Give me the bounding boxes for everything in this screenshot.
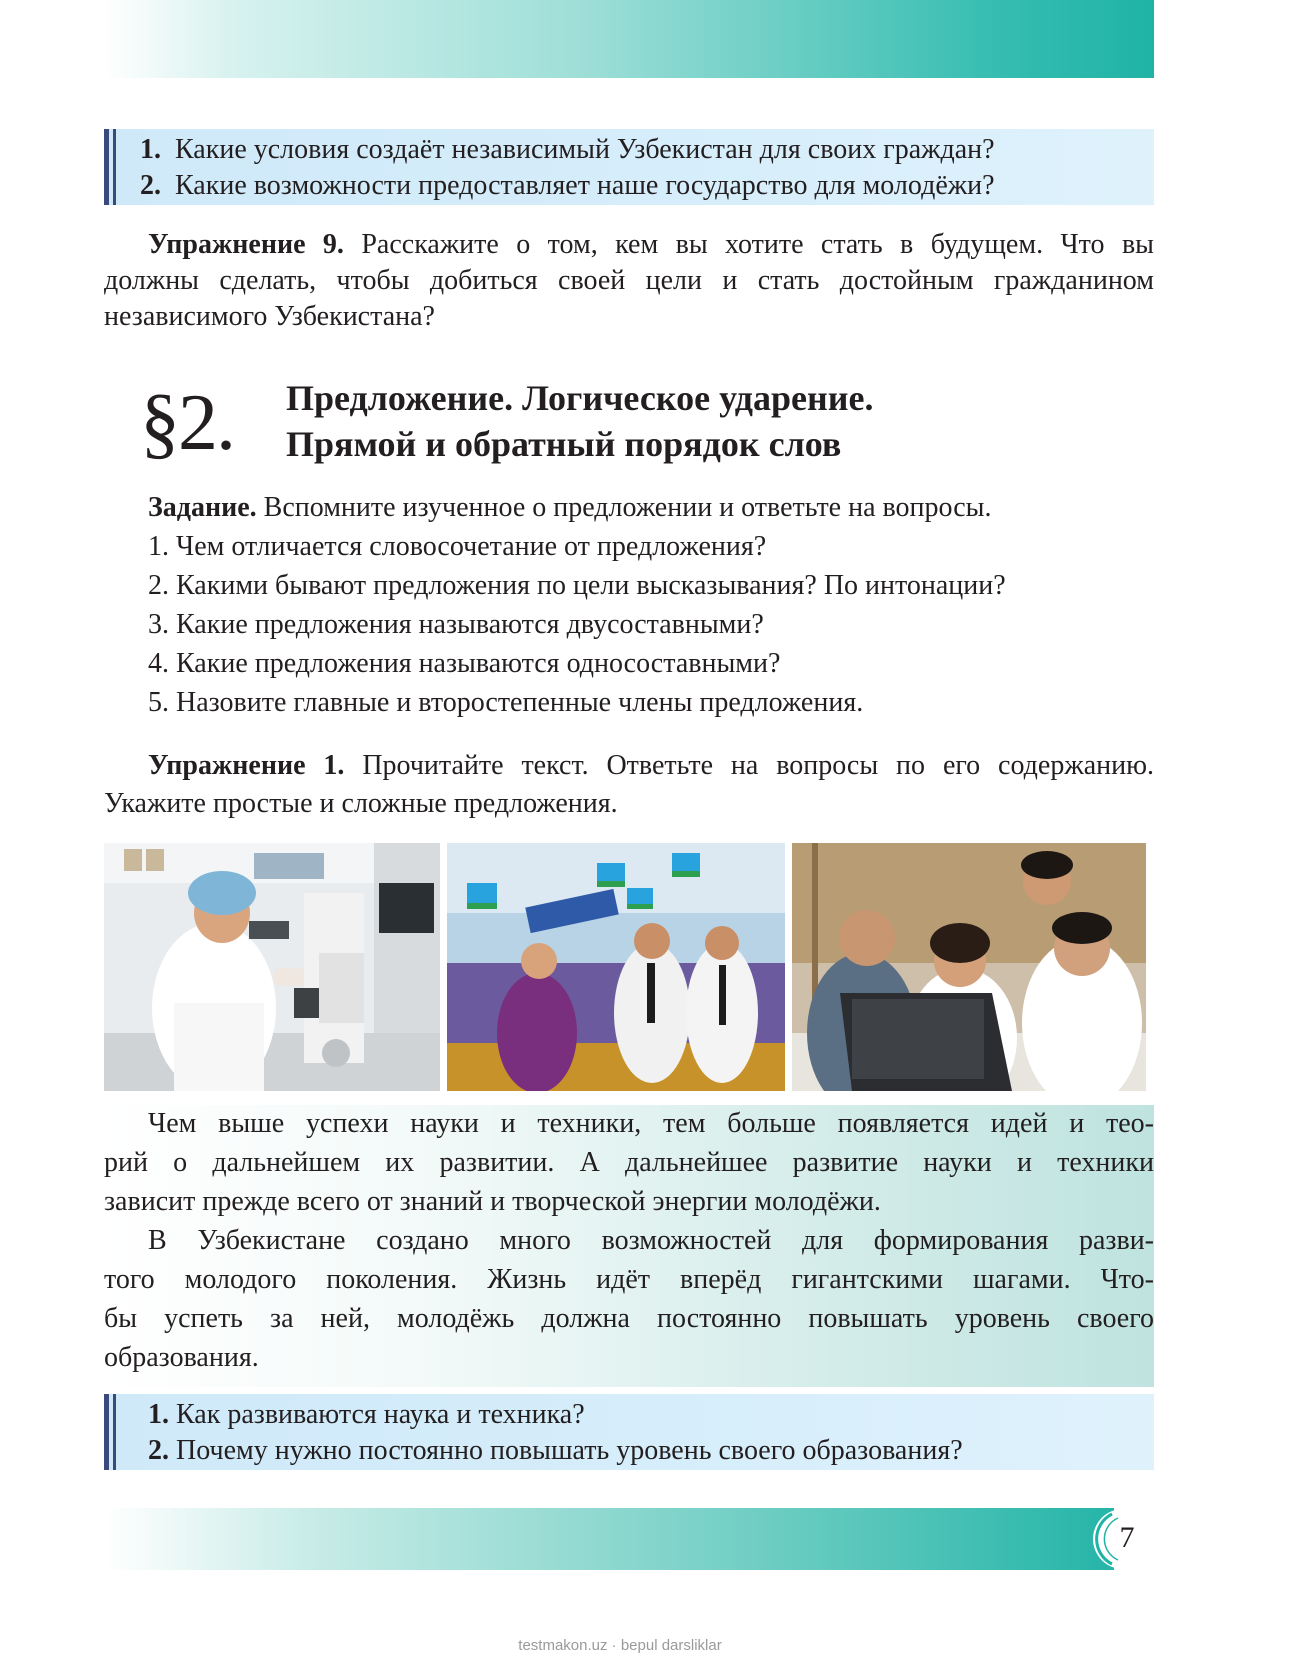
task-label: Задание. [148, 492, 257, 523]
comprehension-questions-box [104, 1394, 1154, 1470]
task-item: 4. Какие предложения называются односоставными? [148, 648, 781, 679]
question-text: Как развиваются наука и техника? [176, 1399, 585, 1430]
question-number: 2. [148, 1435, 169, 1466]
exercise-label: Упражнение 1. [148, 750, 345, 781]
laboratory-scientist-photo [104, 843, 440, 1091]
question-text: Почему нужно постоянно повышать уровень своего образования? [176, 1435, 963, 1466]
section-number: §2. [140, 379, 234, 467]
exercise-9-line [148, 229, 1154, 261]
box-bar [113, 1394, 116, 1470]
footer-watermark: testmakon.uz · bepul darsliklar [518, 1637, 722, 1654]
review-questions-box [104, 129, 1154, 205]
box-bar [104, 129, 109, 205]
exercise-label: Упражнение 9. [148, 229, 344, 260]
students-laptop-photo [792, 843, 1146, 1091]
header-gradient-band [104, 0, 1154, 78]
exercise-text: Прочитайте текст. Ответьте на вопросы по его содержанию. [362, 750, 1155, 781]
question-item [140, 167, 995, 204]
reading-text-line: образования. [104, 1342, 259, 1373]
task-intro [148, 492, 991, 524]
reading-text-line: Чем выше успехи науки и техники, тем больше появляется идей и тео- [148, 1108, 1154, 1139]
task-item: 2. Какими бывают предложения по цели высказывания? По интонации? [148, 570, 1006, 601]
box-bar [113, 129, 116, 205]
footer-gradient-band [104, 1508, 1114, 1570]
question-item [148, 1396, 585, 1433]
question-number: 2. [140, 170, 161, 201]
exercise-9-line: независимого Узбекистана? [104, 301, 435, 332]
exercise-1-line [148, 750, 1154, 782]
box-bar [104, 1394, 109, 1470]
section-title-line: Прямой и обратный порядок слов [286, 424, 842, 464]
page-number: 7 [1119, 1521, 1135, 1554]
reading-text-line: того молодого поколения. Жизнь идёт вперёд гигантскими шагами. Что- [104, 1264, 1154, 1295]
question-item [140, 131, 995, 168]
exercise-9-line: должны сделать, чтобы добиться своей цели и стать достойным гражданином [104, 265, 1154, 296]
exercise-text: Расскажите о том, кем вы хотите стать в будущем. Что вы [361, 229, 1154, 260]
reading-text-line: бы успеть за ней, молодёжь должна постоянно повышать уровень своего [104, 1303, 1154, 1334]
question-item [148, 1432, 963, 1469]
task-text: Вспомните изученное о предложении и ответьте на вопросы. [263, 492, 992, 523]
task-item: 1. Чем отличается словосочетание от предложения? [148, 531, 767, 562]
question-number: 1. [148, 1399, 169, 1430]
task-item: 3. Какие предложения называются двусоставными? [148, 609, 764, 640]
question-text: Какие возможности предоставляет наше государство для молодёжи? [175, 170, 995, 201]
reading-text-line: рий о дальнейшем их развитии. А дальнейшее развитие науки и техники [104, 1147, 1154, 1178]
youth-celebration-photo [447, 843, 785, 1091]
section-title-line: Предложение. Логическое ударение. [286, 378, 874, 418]
reading-text-line: В Узбекистане создано много возможностей для формирования разви- [148, 1225, 1154, 1256]
question-number: 1. [140, 134, 161, 165]
reading-text-line: зависит прежде всего от знаний и творческой энергии молодёжи. [104, 1186, 881, 1217]
task-item: 5. Назовите главные и второстепенные члены предложения. [148, 687, 864, 718]
question-text: Какие условия создаёт независимый Узбекистан для своих граждан? [175, 134, 995, 165]
exercise-1-line: Укажите простые и сложные предложения. [104, 788, 618, 819]
